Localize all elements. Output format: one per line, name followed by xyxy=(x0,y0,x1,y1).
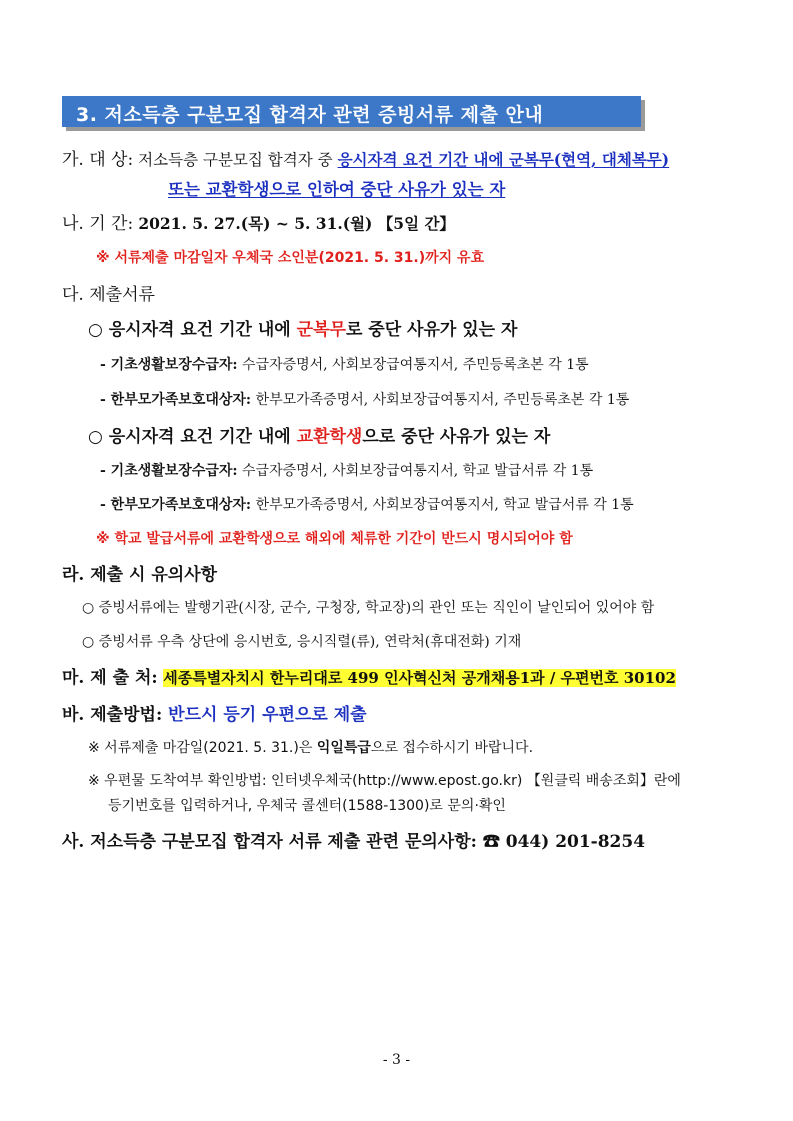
period-note: ※ 서류제출 마감일자 우체국 소인분(2021. 5. 31.)까지 유효 xyxy=(96,250,485,266)
destination-value: 세종특별자치시 한누리대로 499 인사혁신처 공개채용1과 / 우편번호 30102 xyxy=(163,669,676,687)
military-item-2-docs: 한부모가족증명서, 사회보장급여통지서, 주민등록초본 각 1통 xyxy=(255,392,630,408)
method-note-2-line-1: ※ 우편물 도착여부 확인방법: 인터넷우체국(http://www.epost.go.kr) 【원클릭 배송조회】란에 xyxy=(88,773,681,789)
military-item-1-who: - 기초생활보장수급자: xyxy=(100,357,238,373)
military-prefix: ○ 응시자격 요건 기간 내에 xyxy=(88,320,291,340)
inquiry-line: 사. 저소득층 구분모집 합격자 서류 제출 관련 문의사항: ☎ 044) 201-8254 xyxy=(62,832,646,852)
military-item-1 xyxy=(100,357,589,374)
military-heading xyxy=(88,320,517,340)
method-note-1 xyxy=(88,740,533,757)
method-note-1-bold: 익일특급 xyxy=(316,740,371,756)
target-highlight-1: 응시자격 요건 기간 내에 군복무(현역, 대체복무) xyxy=(337,150,670,169)
caution-item-2: ○ 증빙서류 우측 상단에 응시번호, 응시직렬(류), 연락처(휴대전화) 기재 xyxy=(82,634,522,650)
target-label: 가. 대 상: xyxy=(62,150,134,170)
exchange-note: ※ 학교 발급서류에 교환학생으로 해외에 체류한 기간이 반드시 명시되어야 함 xyxy=(96,531,573,547)
period-label: 나. 기 간: xyxy=(62,214,134,234)
documents-label: 다. 제출서류 xyxy=(62,285,155,305)
exchange-prefix: ○ 응시자격 요건 기간 내에 xyxy=(88,427,291,447)
exchange-item-2-who: - 한부모가족보호대상자: xyxy=(100,497,252,513)
period-value: 2021. 5. 27.(목) ~ 5. 31.(월) 【5일 간】 xyxy=(138,214,455,233)
method-note-1-post: 으로 접수하시기 바랍니다. xyxy=(370,740,534,756)
exchange-item-1 xyxy=(100,463,593,480)
page-number: - 3 - xyxy=(382,1052,411,1068)
military-item-2 xyxy=(100,392,629,409)
exchange-keyword: 교환학생 xyxy=(296,427,363,447)
section-title-bar xyxy=(62,96,641,127)
military-item-1-docs: 수급자증명서, 사회보장급여통지서, 주민등록초본 각 1통 xyxy=(242,357,589,373)
exchange-item-1-docs: 수급자증명서, 사회보장급여통지서, 학교 발급서류 각 1통 xyxy=(242,463,594,479)
destination-label: 마. 제 출 처: xyxy=(62,668,158,688)
exchange-item-1-who: - 기초생활보장수급자: xyxy=(100,463,238,479)
method-note-1-pre: ※ 서류제출 마감일(2021. 5. 31.)은 xyxy=(88,740,313,756)
method-note-2-line-2: 등기번호를 입력하거나, 우체국 콜센터(1588-1300)로 문의·확인 xyxy=(108,798,506,814)
military-item-2-who: - 한부모가족보호대상자: xyxy=(100,392,252,408)
cautions-label: 라. 제출 시 유의사항 xyxy=(62,565,218,585)
target-highlight-2: 또는 교환학생으로 인하여 중단 사유가 있는 자 xyxy=(168,180,506,199)
method-label: 바. 제출방법: xyxy=(62,705,163,725)
target-line-2 xyxy=(168,180,505,200)
caution-item-1: ○ 증빙서류에는 발행기관(시장, 군수, 구청장, 학교장)의 관인 또는 직인이 날인되어 있어야 함 xyxy=(82,600,655,616)
exchange-suffix: 으로 중단 사유가 있는 자 xyxy=(362,427,551,447)
target-plain: 저소득층 구분모집 합격자 중 xyxy=(138,151,333,169)
military-keyword: 군복무 xyxy=(296,320,346,340)
destination-line xyxy=(62,668,676,688)
exchange-item-2-docs: 한부모가족증명서, 사회보장급여통지서, 학교 발급서류 각 1통 xyxy=(255,497,634,513)
section-title: 3. 저소득층 구분모집 합격자 관련 증빙서류 제출 안내 xyxy=(76,104,544,126)
method-line xyxy=(62,705,367,725)
exchange-heading xyxy=(88,427,550,447)
target-line-1 xyxy=(62,150,669,170)
exchange-item-2 xyxy=(100,497,634,514)
period-line xyxy=(62,214,455,234)
method-value: 반드시 등기 우편으로 제출 xyxy=(168,705,367,725)
military-suffix: 로 중단 사유가 있는 자 xyxy=(345,320,518,340)
